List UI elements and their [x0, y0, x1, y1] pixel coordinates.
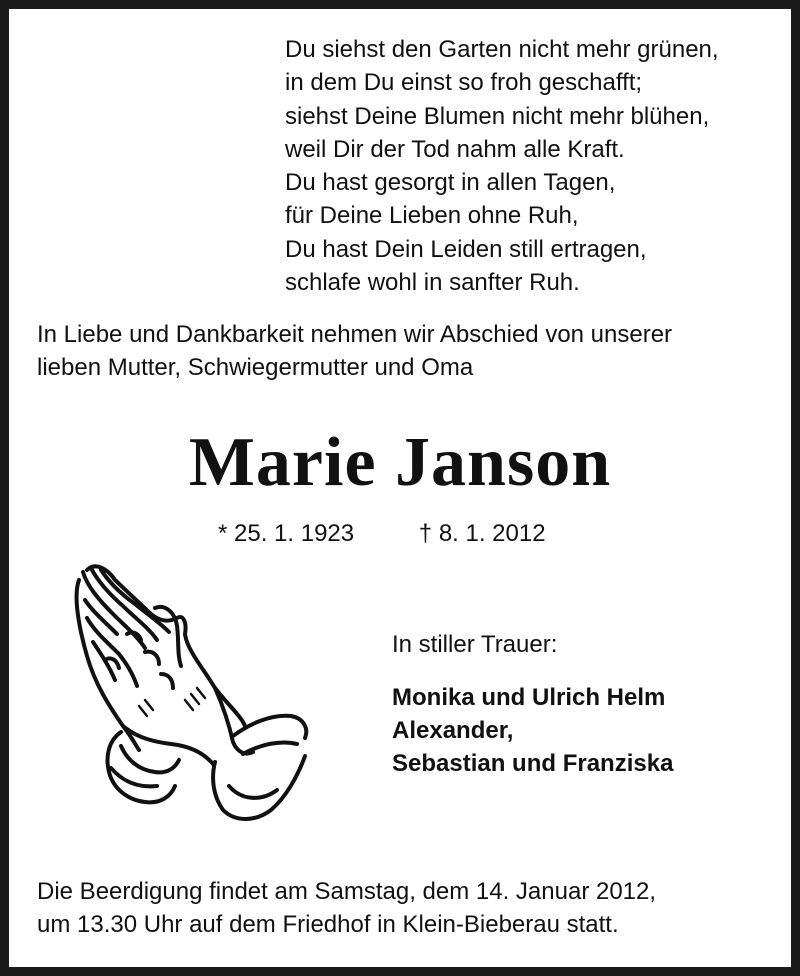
mourner-line: Sebastian und Franziska	[392, 750, 674, 777]
mourners-list	[392, 681, 673, 780]
intro-line: lieben Mutter, Schwiegermutter und Oma	[37, 354, 474, 381]
mourner-line: Monika und Ulrich Helm	[392, 684, 666, 711]
funeral-line: um 13.30 Uhr auf dem Friedhof in Klein-Bieberau statt.	[37, 911, 619, 938]
memorial-poem	[285, 33, 719, 299]
life-dates	[218, 519, 546, 549]
praying-hands-icon	[65, 556, 315, 826]
poem-line: für Deine Lieben ohne Ruh,	[285, 202, 579, 230]
mourning-label: In stiller Trauer:	[392, 631, 558, 658]
poem-line: in dem Du einst so froh geschafft;	[285, 69, 643, 97]
birth-date: * 25. 1. 1923	[218, 520, 355, 547]
death-date: † 8. 1. 2012	[418, 520, 546, 547]
farewell-intro	[37, 318, 672, 384]
deceased-name: Marie Janson	[188, 424, 612, 501]
intro-line: In Liebe und Dankbarkeit nehmen wir Abschied von unserer	[37, 321, 673, 348]
poem-line: Du hast Dein Leiden still ertragen,	[285, 235, 647, 263]
poem-line: schlafe wohl in sanfter Ruh.	[285, 269, 580, 297]
poem-line: Du siehst den Garten nicht mehr grünen,	[285, 36, 719, 63]
mourner-line: Alexander,	[392, 717, 514, 744]
funeral-details	[37, 875, 656, 941]
funeral-line: Die Beerdigung findet am Samstag, dem 14. Januar 2012,	[37, 878, 657, 905]
poem-line: weil Dir der Tod nahm alle Kraft.	[285, 135, 625, 163]
poem-line: siehst Deine Blumen nicht mehr blühen,	[285, 102, 710, 130]
poem-line: Du hast gesorgt in allen Tagen,	[285, 169, 616, 197]
